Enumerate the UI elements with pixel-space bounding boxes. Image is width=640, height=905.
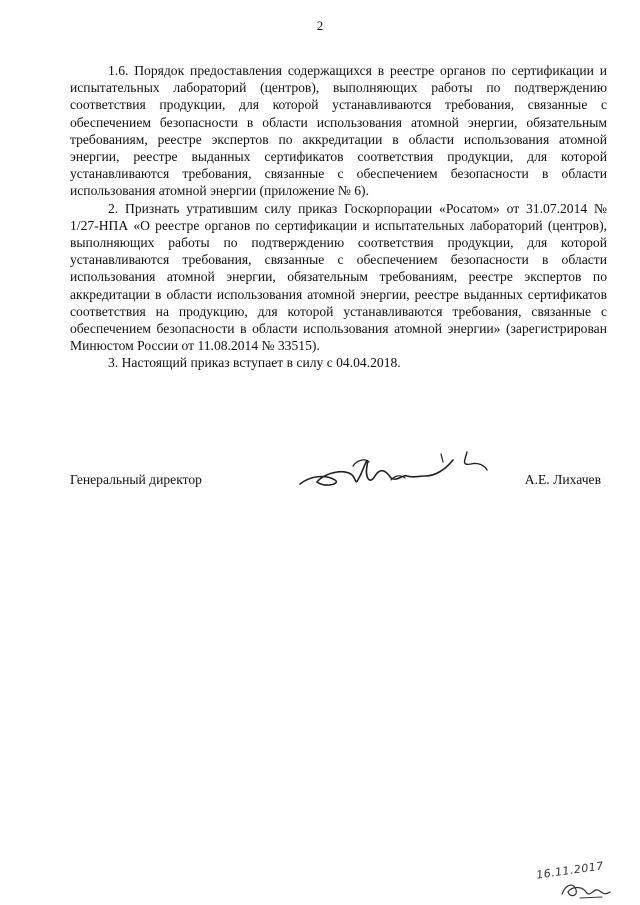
paragraph-1-6: 1.6. Порядок предоставления содержащихся в реестре органов по сертификации и испытательных лабораторий (центров), выполняющих работы по подтверждению соответствия продукции, для которой устанавливаются требования, связанные с обеспечением безопасности в области использования атомной энергии, обязательным требованиям, реестре экспертов по аккредитации в области использования атомной энергии, реестре выданных сертификатов соответствия продукции, для которой устанавливаются требования, связанные с обеспечением безопасности в области использования атомной энергии (приложение № 6). <box>70 63 607 199</box>
paragraph-3: 3. Настоящий приказ вступает в силу с 04.04.2018. <box>108 355 401 371</box>
handwritten-signature <box>295 446 495 496</box>
signer-name: А.Е. Лихачев <box>524 472 601 487</box>
stamp-initials-signature <box>558 878 618 900</box>
registration-stamp <box>535 859 626 902</box>
stamp-date: 16.11.2017 <box>535 859 605 882</box>
document-body <box>70 62 607 372</box>
paragraph-2: 2. Признать утратившим силу приказ Госкорпорации «Росатом» от 31.07.2014 № 1/27-НПА «О реестре органов по сертификации и испытательных лабораторий (центров), выполняющих работы по подтверждению соответствия продукции, для которой устанавливаются требования, связанные с обеспечением безопасности в области использования атомной энергии, обязательным требованиям, реестре экспертов по аккредитации в области использования атомной энергии, реестре выданных сертификатов соответствия на продукцию, для которой устанавливаются требования, связанные с обеспечением безопасности в области использования атомной энергии» (зарегистрирован Минюстом России от 11.08.2014 № 33515). <box>70 200 607 354</box>
signer-title: Генеральный директор <box>70 472 202 487</box>
page-number: 2 <box>316 18 324 33</box>
signature-block <box>70 446 607 506</box>
